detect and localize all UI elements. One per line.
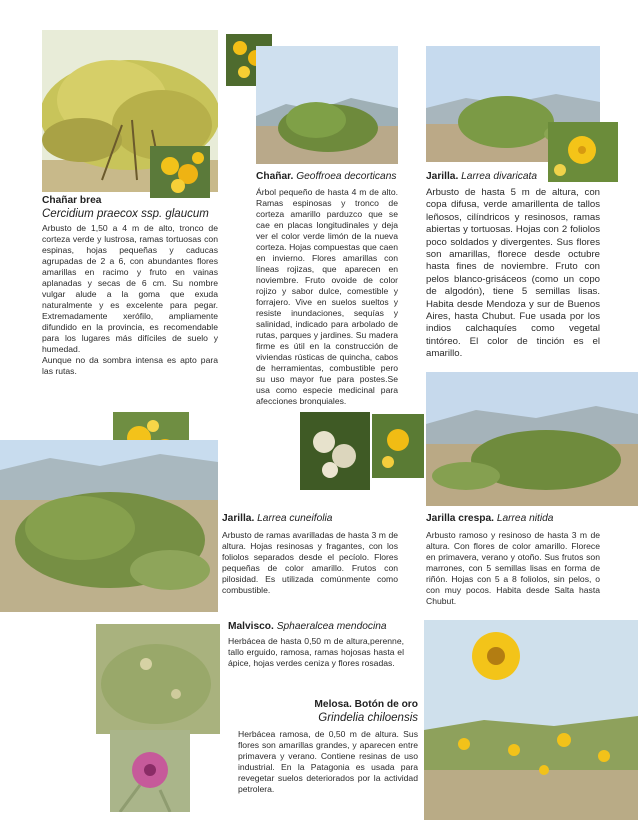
entry-description: Árbol pequeño de hasta 4 m de alto. Ramas espinosas y tronco de corteza amarillo parduzco que se cae en placas longitudinales y deja ver el color verde limón de la nueva corteza. Hojas compuestas que caen en invierno. Flores amarillas con líneas rojizas, que aparecen en noviembre. Fruto ovoide de color rojizo y sabor dulce, comestible y forrajero. Vive en suelos sueltos y resiste inundaciones, sequías y salinidad, indicado para arbolado de rutas, parques y jardines. Su madera firme es útil en la construcción de viviendas rústicas de quincha, cabos de herramientas, combustible pero su uso mayor fue para postes.Se usa como especie medicinal para afecciones bronquiales. (256, 187, 398, 406)
entry-melosa (238, 698, 418, 795)
entry-title: Chañar brea (42, 195, 102, 206)
entry-description: Arbusto de ramas avarilladas de hasta 3 m de altura. Hojas resinosas y fragantes, con los foliolos separados desde el pecíolo. Flores pequeñas de color amarillo. Frutos con pilosidad. Es utilizada comúnmente como combustible. (222, 530, 398, 595)
entry-scientific-name: Larrea divaricata (461, 171, 538, 182)
entry-description: Arbusto de hasta 5 m de altura, con copa difusa, verde amarillenta de tallos leñosos, cilíndricos y resinosos, ramas abiertas y tortuosas. Hojas con 2 foliolos poco soldados y divergentes. Sus flores son amarillas, florece desde octubre hasta fines de noviembre. Fruto con pelos blanco-grisáceos (como un copo de algodón), tiene 5 semillas lisas. Habita desde Mendoza y sur de Buenos Aires, hasta Chubut. Fue usada por los indios calchaquíes como vegetal tintóreo. El color de tinción es el amarillo. (426, 187, 600, 360)
entry-description: Arbusto ramoso y resinoso de hasta 3 m de altura. Con flores de color amarillo. Florece en primavera, verano y otoño. Sus frutos son marrones, con 5 semillas lisas en forma de riñón. Hojas con 5 a 8 foliolos, sin pelos, o con muy pocos. Habita desde Salta hasta Chubut. (426, 530, 600, 606)
entry-title: Melosa. Botón de oro (314, 699, 418, 710)
photo-malvisco-flower (110, 730, 190, 812)
entry-malvisco (228, 620, 404, 669)
entry-scientific-name: Geoffroea decorticans (296, 171, 397, 182)
entry-description: Herbácea ramosa, de 0,50 m de altura. Sus flores son amarillas grandes, y aparecen entre primavera y verano. Contiene resinas de uso industrial. En la Patagonia es usada para revegetar suelos deteriorados por la actividad petrolera. (238, 729, 418, 794)
entry-scientific-name: Larrea cuneifolia (257, 513, 333, 524)
photo-chanar-landscape (256, 46, 398, 164)
entry-note: Aunque no da sombra intensa es apto para las rutas. (42, 355, 218, 376)
entry-jarilla-cuneifolia (222, 512, 398, 596)
entry-scientific-name: Sphaeralcea mendocina (276, 621, 387, 632)
entry-common-name: Jarilla crespa. (426, 513, 494, 524)
entry-common-name: Jarilla. (222, 513, 255, 524)
entry-jarilla-crespa (426, 512, 600, 607)
photo-malvisco-plant (96, 624, 220, 734)
entry-title (426, 170, 600, 183)
entry-scientific-name: Larrea nitida (496, 513, 554, 524)
entry-title (222, 512, 398, 525)
photo-chanar-brea-flower (150, 146, 210, 198)
photo-jarilla-crespa-flowers (372, 414, 424, 478)
photo-jarilla-cuneifolia-landscape (0, 440, 218, 612)
entry-description: Herbácea de hasta 0,50 m de altura,perenne, tallo erguido, ramosa, ramas hojosas hasta el ápice, hojas verdes ceniza y flores rosadas. (228, 636, 404, 668)
entry-jarilla-divaricata (426, 170, 600, 361)
entry-description: Arbusto de 1,50 a 4 m de alto, tronco de corteza verde y lustrosa, ramas tortuosas con espinas, hojas pequeñas y caducas agrupadas de 2 a 6, con abundantes flores amarillas en racimo y fruto en vainas aplanadas y secas de 6 cm. Su nombre vulgar alude a la goma que exuda naturalmente y es excelente para pegar. Extremadamente xerófilo, ampliamente difundido en la provincia, es recomendable para los lugares más difíciles de suelo y humedad. (42, 223, 218, 354)
entry-common-name: Chañar. (256, 171, 294, 182)
entry-title (256, 170, 398, 183)
entry-title (426, 512, 600, 525)
entry-common-name: Jarilla. (426, 171, 459, 182)
entry-chanar (256, 170, 398, 407)
photo-melosa-field (424, 620, 638, 820)
entry-scientific-name: Grindelia chiloensis (318, 712, 418, 724)
entry-scientific-name: Cercidium praecox ssp. glaucum (42, 208, 209, 220)
entry-common-name: Malvisco. (228, 621, 274, 632)
entry-chanar-brea (42, 194, 218, 377)
entry-title (228, 620, 404, 633)
photo-jarilla-crespa-fruits (300, 412, 370, 490)
photo-jarilla-crespa-landscape (426, 372, 638, 506)
